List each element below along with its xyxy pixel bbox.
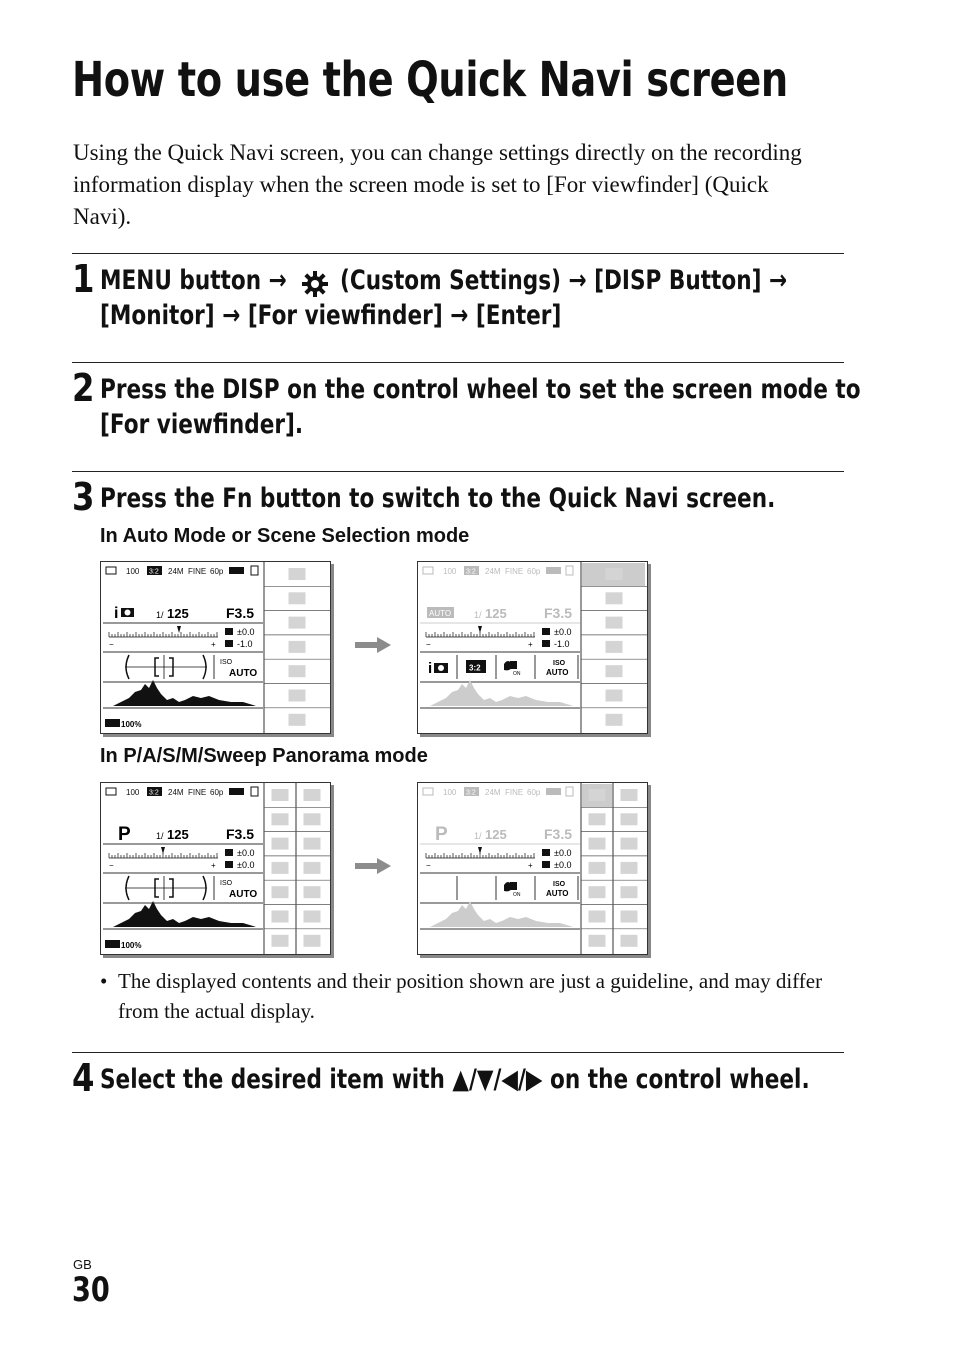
- svg-text:60p: 60p: [210, 788, 224, 797]
- page-region: GB: [73, 1257, 92, 1272]
- quick-navi-item: [272, 911, 289, 923]
- page-number: 30: [72, 1270, 110, 1310]
- svg-text:1/: 1/: [474, 831, 482, 841]
- quick-navi-item: [589, 838, 606, 850]
- svg-text:60p: 60p: [527, 788, 541, 797]
- step-2-text: [100, 372, 954, 442]
- svg-text:60p: 60p: [527, 567, 541, 576]
- quick-navi-item: [272, 935, 289, 947]
- svg-text:AUTO: AUTO: [429, 609, 452, 618]
- quick-navi-item: [606, 641, 623, 653]
- svg-text:+: +: [211, 861, 216, 870]
- note-bullet: [100, 966, 830, 1026]
- svg-text:125: 125: [167, 827, 189, 842]
- quick-navi-item: [289, 592, 306, 604]
- svg-text:ON: ON: [513, 892, 521, 898]
- quick-navi-item: [304, 862, 321, 874]
- quick-navi-item: [304, 886, 321, 898]
- quick-navi-item: [304, 813, 321, 825]
- svg-text:±0.0: ±0.0: [237, 627, 255, 637]
- svg-text:F3.5: F3.5: [226, 605, 255, 621]
- svg-text:FINE: FINE: [188, 788, 207, 797]
- step-2-line1: Press the DISP on the control wheel to set the screen mode to: [100, 374, 861, 405]
- svg-text:-1.0: -1.0: [554, 639, 570, 649]
- note-text: The displayed contents and their position shown are just a guideline, and may differ from the actual display.: [118, 969, 823, 1023]
- svg-text:−: −: [109, 861, 114, 870]
- svg-text:-1.0: -1.0: [237, 639, 253, 649]
- svg-text:AUTO: AUTO: [546, 668, 569, 677]
- svg-text:ON: ON: [513, 671, 521, 677]
- step-number-3: 3: [72, 475, 95, 519]
- quick-navi-item: [272, 789, 289, 801]
- svg-text:+: +: [528, 640, 533, 649]
- svg-text:3:2: 3:2: [466, 789, 476, 797]
- quick-navi-item: [289, 665, 306, 677]
- quick-navi-item: [621, 862, 638, 874]
- step-number-4: 4: [72, 1056, 95, 1100]
- svg-text:ISO: ISO: [553, 660, 566, 667]
- quick-navi-item: [272, 886, 289, 898]
- quick-navi-item: [621, 911, 638, 923]
- bullet-dot: •: [100, 969, 108, 993]
- svg-text:±0.0: ±0.0: [237, 860, 255, 870]
- svg-text:F3.5: F3.5: [544, 605, 573, 621]
- quick-navi-column: [581, 568, 647, 726]
- svg-text:ISO: ISO: [220, 659, 233, 666]
- svg-text:P: P: [118, 824, 131, 845]
- svg-text:100%: 100%: [121, 720, 142, 729]
- svg-text:125: 125: [167, 606, 189, 621]
- quick-navi-item: [589, 813, 606, 825]
- quick-navi-item: [606, 617, 623, 629]
- quick-navi-item: [272, 862, 289, 874]
- quick-navi-item: [289, 714, 306, 726]
- divider: [72, 471, 844, 472]
- quick-navi-item: [589, 911, 606, 923]
- svg-text:1/: 1/: [474, 610, 482, 620]
- quick-navi-item: [304, 935, 321, 947]
- histogram: [113, 680, 256, 706]
- svg-text:FINE: FINE: [505, 567, 524, 576]
- step-number-2: 2: [72, 366, 95, 410]
- quick-navi-item: [606, 714, 623, 726]
- quick-navi-item: [272, 838, 289, 850]
- status-bar: [106, 566, 258, 576]
- divider: [72, 253, 844, 254]
- quick-navi-item: [289, 641, 306, 653]
- svg-text:ISO: ISO: [553, 881, 566, 888]
- quick-navi-item: [606, 665, 623, 677]
- svg-text:24M: 24M: [485, 567, 501, 576]
- screen-auto-quicknavi-graphic: [418, 562, 647, 733]
- step-2-line2: [For viewfinder].: [100, 409, 304, 440]
- quick-navi-item: [606, 592, 623, 604]
- quick-navi-item: [606, 568, 623, 580]
- screen-pasm-quicknavi: [417, 782, 648, 955]
- screen-pasm-quicknavi-graphic: [418, 783, 647, 954]
- svg-text:+: +: [211, 640, 216, 649]
- quick-navi-item: [589, 862, 606, 874]
- svg-text:FINE: FINE: [188, 567, 207, 576]
- quick-navi-item: [289, 568, 306, 580]
- svg-text:±0.0: ±0.0: [554, 627, 572, 637]
- step-1-text: [100, 263, 860, 333]
- quick-navi-item: [289, 617, 306, 629]
- histogram-dim: [430, 680, 573, 706]
- focus-area: [125, 655, 207, 679]
- quick-navi-item: [304, 911, 321, 923]
- svg-text:−: −: [426, 861, 431, 870]
- quick-navi-item: [606, 690, 623, 702]
- quick-navi-item: [272, 813, 289, 825]
- svg-text:i: i: [428, 660, 433, 677]
- quick-navi-column-double: [581, 789, 647, 947]
- step-1-line1b: (Custom Settings) → [DISP Button] →: [340, 265, 788, 296]
- arrow-right-icon: [355, 858, 391, 879]
- svg-text:3:2: 3:2: [149, 568, 159, 576]
- step-3-text: [100, 481, 944, 516]
- screen-auto-quicknavi: [417, 561, 648, 734]
- quick-navi-item: [621, 838, 638, 850]
- svg-text:60p: 60p: [210, 567, 224, 576]
- svg-text:100: 100: [443, 788, 457, 797]
- quick-navi-item: [589, 935, 606, 947]
- svg-text:±0.0: ±0.0: [237, 848, 255, 858]
- quick-navi-item: [621, 789, 638, 801]
- screen-auto-normal-graphic: [101, 562, 330, 733]
- svg-text:125: 125: [485, 606, 507, 621]
- step-number-1: 1: [72, 257, 95, 301]
- svg-text:24M: 24M: [168, 788, 184, 797]
- quick-navi-item: [304, 838, 321, 850]
- divider: [72, 362, 844, 363]
- svg-text:24M: 24M: [485, 788, 501, 797]
- svg-text:F3.5: F3.5: [226, 826, 255, 842]
- mode-intelligent-auto: i: [114, 605, 119, 622]
- page-title: How to use the Quick Navi screen: [72, 52, 788, 108]
- step-3-line1: Press the Fn button to switch to the Quick Navi screen.: [100, 483, 776, 514]
- svg-text:ISO: ISO: [220, 880, 233, 887]
- divider: [72, 1052, 844, 1053]
- svg-text:3:2: 3:2: [469, 663, 481, 673]
- svg-text:±0.0: ±0.0: [554, 860, 572, 870]
- svg-text:125: 125: [485, 827, 507, 842]
- screen-pasm-normal: [100, 782, 331, 955]
- svg-text:100: 100: [443, 567, 457, 576]
- svg-text:1/: 1/: [156, 831, 164, 841]
- svg-text:AUTO: AUTO: [546, 889, 569, 898]
- svg-text:F3.5: F3.5: [544, 826, 573, 842]
- svg-text:100: 100: [126, 788, 140, 797]
- svg-text:100: 100: [126, 567, 140, 576]
- step-4-line1: Select the desired item with ▲/▼/◀/▶ on the control wheel.: [100, 1064, 810, 1095]
- svg-text:P: P: [435, 824, 448, 845]
- quick-navi-item: [589, 789, 606, 801]
- screen-pasm-normal-graphic: [101, 783, 330, 954]
- screen-auto-normal: [100, 561, 331, 734]
- svg-text:3:2: 3:2: [466, 568, 476, 576]
- subheading-auto: In Auto Mode or Scene Selection mode: [100, 525, 470, 547]
- step-4-text: [100, 1062, 954, 1097]
- svg-text:AUTO: AUTO: [229, 889, 258, 900]
- quick-navi-item: [589, 886, 606, 898]
- quick-navi-item: [621, 935, 638, 947]
- svg-text:−: −: [426, 640, 431, 649]
- intro-paragraph: Using the Quick Navi screen, you can change settings directly on the recording information display when the screen mode is set to [For viewfinder] (Quick Navi).: [73, 140, 802, 229]
- subheading-pasm: In P/A/S/M/Sweep Panorama mode: [100, 745, 428, 767]
- step-1-line1a: MENU button →: [100, 265, 287, 296]
- quick-navi-column: [264, 568, 330, 726]
- status-bar-dim: [423, 566, 573, 576]
- quick-navi-item: [621, 813, 638, 825]
- step-1-line2: [Monitor] → [For viewfinder] → [Enter]: [100, 300, 562, 331]
- svg-text:±0.0: ±0.0: [554, 848, 572, 858]
- svg-text:+: +: [528, 861, 533, 870]
- svg-text:FINE: FINE: [505, 788, 524, 797]
- arrow-right-icon: [355, 637, 391, 658]
- battery-icon: [105, 719, 120, 727]
- svg-text:100%: 100%: [121, 941, 142, 950]
- quick-navi-item: [304, 789, 321, 801]
- svg-text:AUTO: AUTO: [229, 668, 258, 679]
- quick-navi-item: [289, 690, 306, 702]
- svg-text:3:2: 3:2: [149, 789, 159, 797]
- quick-navi-item: [621, 886, 638, 898]
- svg-text:−: −: [109, 640, 114, 649]
- svg-text:1/: 1/: [156, 610, 164, 620]
- quick-navi-column-double: [264, 789, 330, 947]
- svg-text:24M: 24M: [168, 567, 184, 576]
